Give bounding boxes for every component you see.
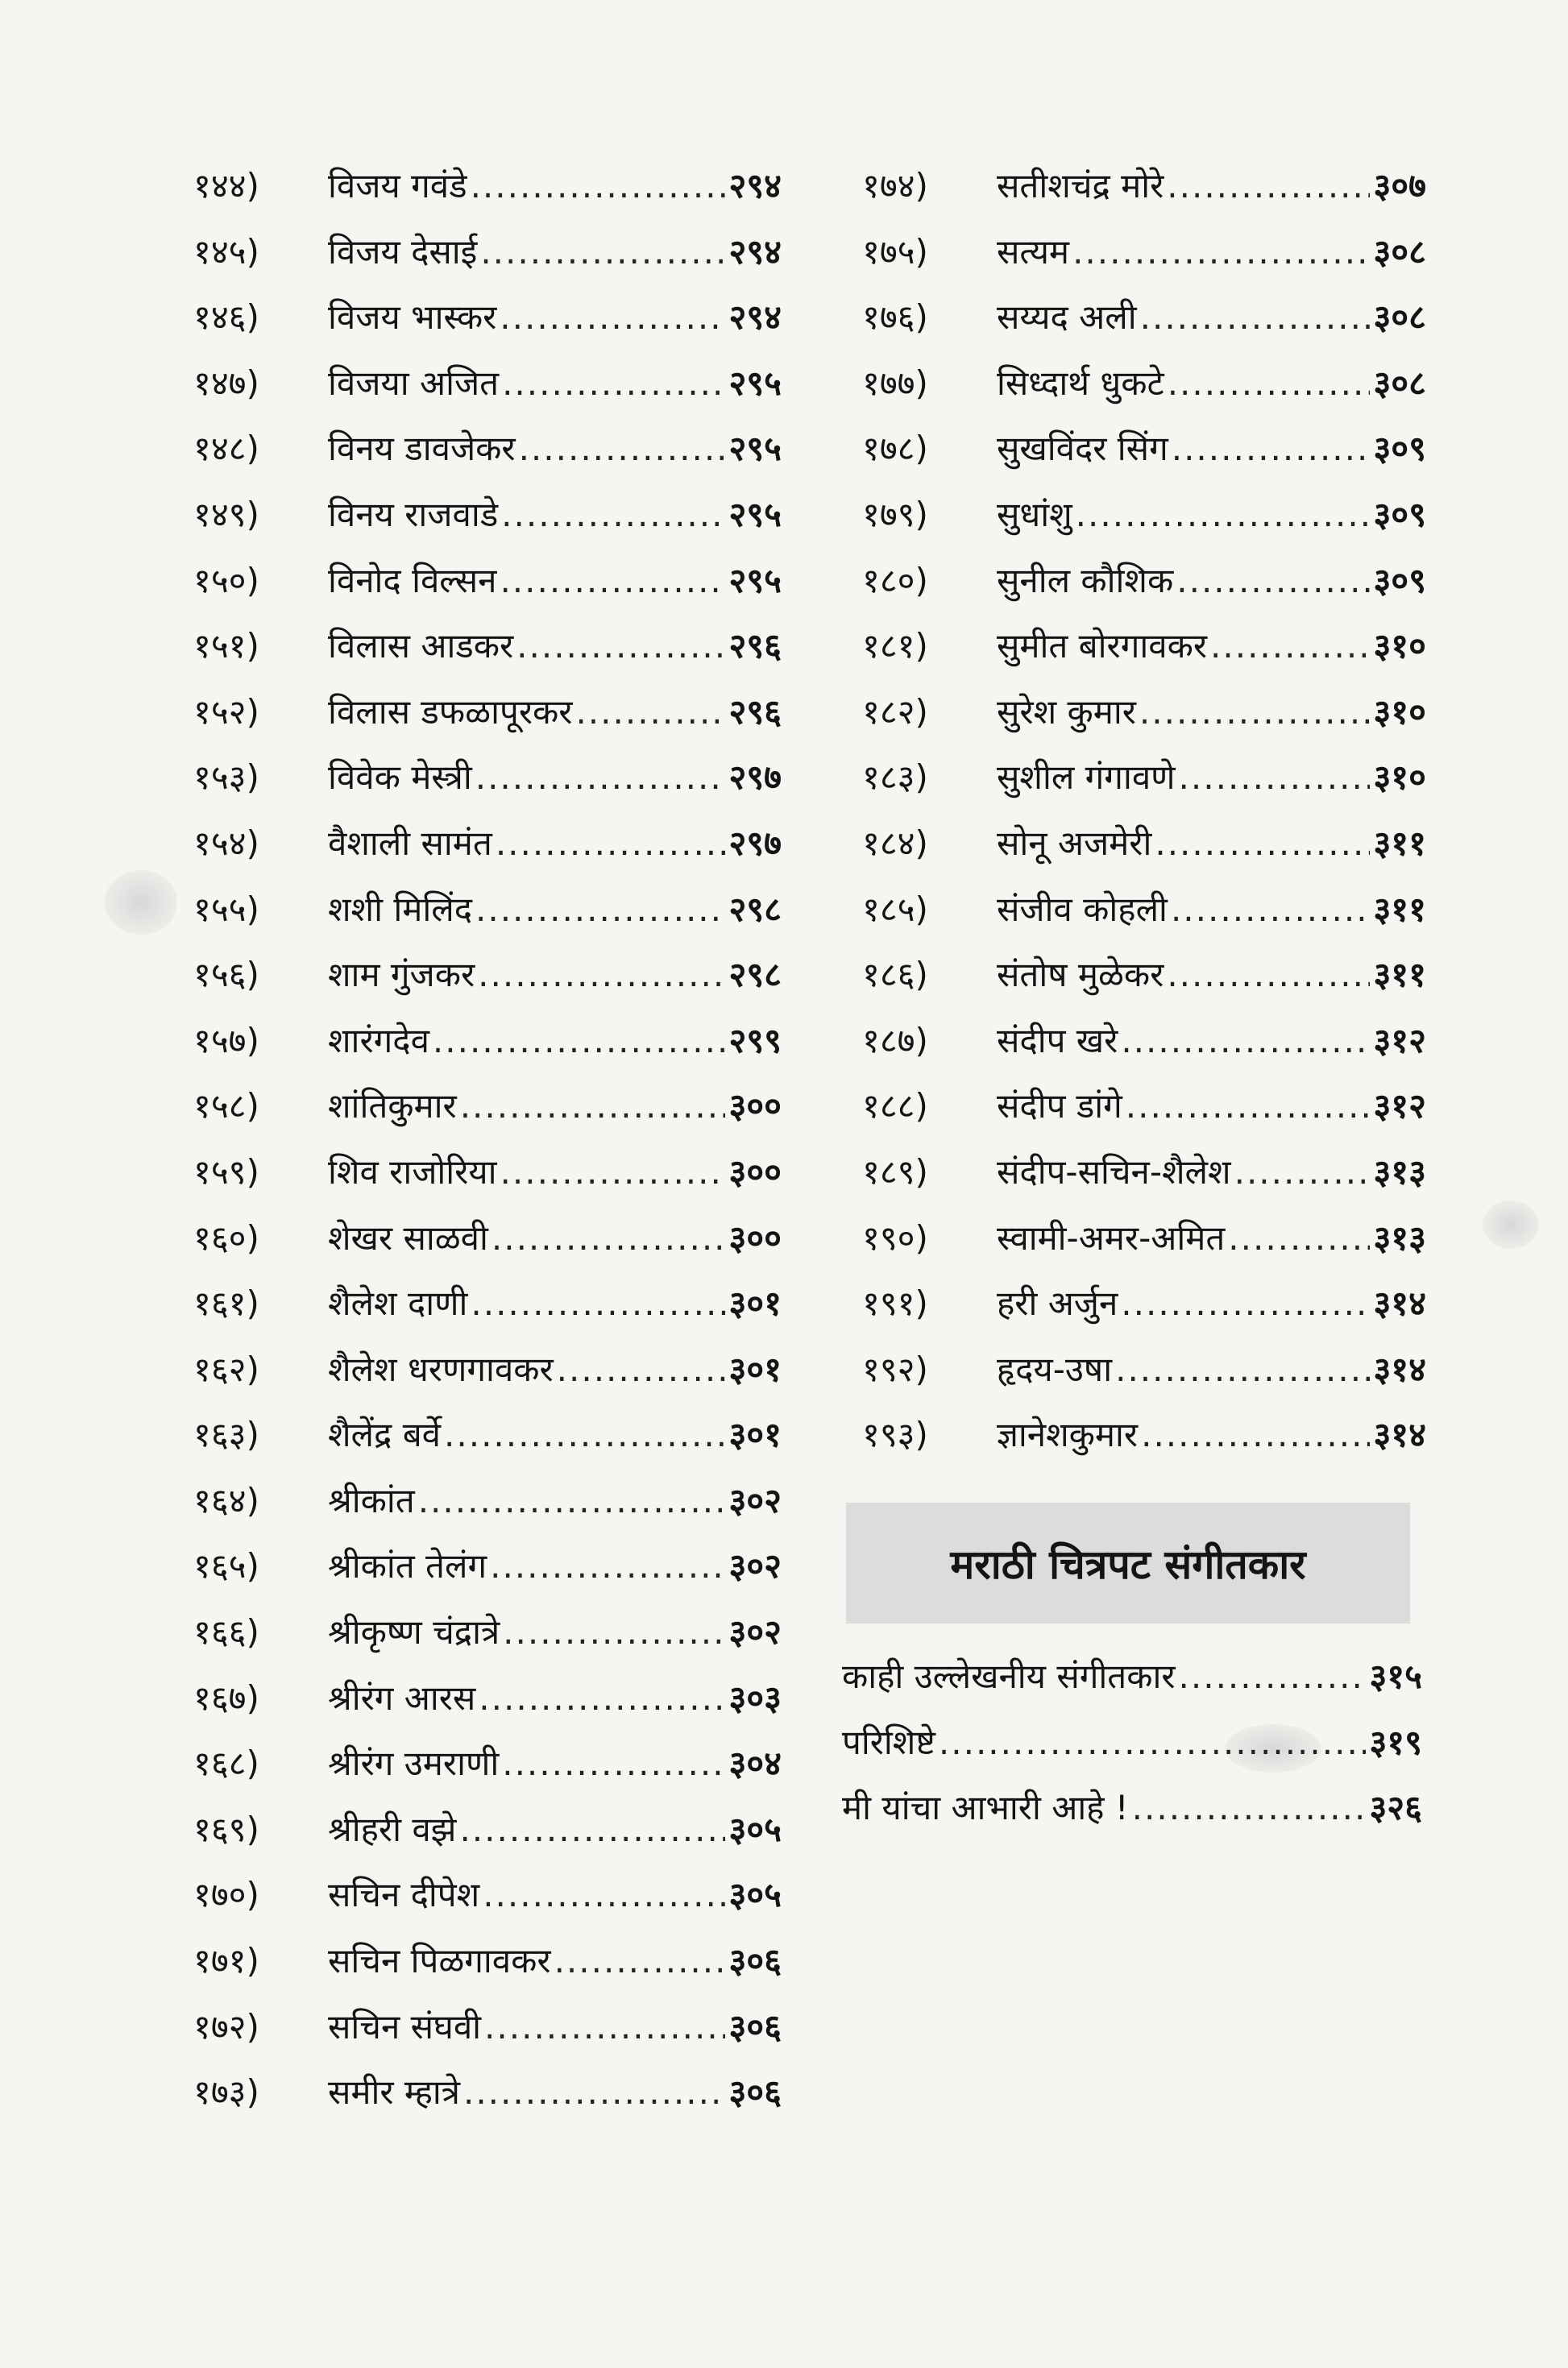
leader-dots <box>575 679 725 745</box>
entry-name: सुरेश कुमार <box>997 691 1136 732</box>
entry-name: शशी मिलिंद <box>328 889 472 929</box>
entry-page-number: ३०६ <box>728 2072 782 2113</box>
entry-page-number: ३०२ <box>728 1612 782 1653</box>
section-heading-box <box>846 1503 1410 1624</box>
toc-entry <box>193 1271 782 1337</box>
toc-entry <box>193 350 782 417</box>
entry-page-number: ३०९ <box>1373 560 1426 600</box>
leader-dots <box>1121 1271 1370 1337</box>
entry-number: १८५) <box>862 889 928 929</box>
entry-page-number: ३०८ <box>1373 363 1426 403</box>
entry-number: १४९) <box>193 494 259 534</box>
entry-name: सत्यम <box>997 231 1070 272</box>
entry-page-number: २९७ <box>728 757 782 798</box>
entry-name: श्रीकांत तेलंग <box>328 1546 487 1586</box>
entry-page-number: ३११ <box>1373 955 1426 995</box>
entry-number: १७५) <box>862 231 928 272</box>
entry-name: सुनील कौशिक <box>997 560 1174 600</box>
leader-dots <box>1115 1337 1370 1403</box>
entry-name: श्रीकांत <box>328 1480 415 1520</box>
leader-dots <box>1140 284 1371 350</box>
leader-dots <box>463 2059 726 2125</box>
toc-entry <box>193 811 782 877</box>
entry-page-number: २९६ <box>728 691 782 732</box>
entry-number: १७१) <box>193 1941 259 1981</box>
leader-dots <box>1167 153 1370 219</box>
entry-number: १७९) <box>862 494 928 534</box>
toc-entry <box>193 613 782 679</box>
toc-entry <box>862 1402 1426 1468</box>
entry-number: १७२) <box>193 2006 259 2047</box>
entry-number: १५६) <box>193 955 259 995</box>
entry-page-number: २९५ <box>728 429 782 469</box>
toc-entry <box>862 1073 1426 1139</box>
leader-dots <box>471 153 726 219</box>
toc-entry <box>193 284 782 350</box>
toc-entry <box>193 877 782 943</box>
entry-page-number: ३१४ <box>1373 1284 1426 1324</box>
leader-dots <box>554 1928 726 1994</box>
entry-name: विजय देसाई <box>328 231 478 272</box>
toc-left-column <box>193 153 782 2125</box>
section-entries <box>842 1644 1422 1841</box>
entry-page-number: ३१३ <box>1373 1151 1426 1192</box>
entry-page-number: ३०१ <box>728 1284 782 1324</box>
toc-entry <box>193 1468 782 1534</box>
entry-name: सय्यद अली <box>997 297 1137 338</box>
entry-number: १४५) <box>193 231 259 272</box>
leader-dots <box>1179 744 1371 811</box>
entry-page-number: ३०३ <box>728 1678 782 1718</box>
leader-dots <box>500 1139 726 1205</box>
entry-page-number: ३१२ <box>1373 1020 1426 1060</box>
toc-entry <box>862 416 1426 482</box>
entry-number: १५८) <box>193 1086 259 1126</box>
entry-number: १६२) <box>193 1349 259 1389</box>
toc-entry <box>193 219 782 285</box>
toc-entry <box>193 416 782 482</box>
entry-name: विनोद विल्सन <box>328 560 497 600</box>
toc-entry <box>862 350 1426 417</box>
entry-page-number: २९५ <box>728 560 782 600</box>
entry-number: १९२) <box>862 1349 928 1389</box>
entry-number: १७६) <box>862 297 928 338</box>
leader-dots <box>519 416 726 482</box>
leader-dots <box>502 1731 725 1797</box>
entry-page-number: ३०५ <box>728 1809 782 1849</box>
toc-entry <box>862 1337 1426 1403</box>
entry-page-number: २९५ <box>728 363 782 403</box>
entry-name: हरी अर्जुन <box>997 1284 1118 1324</box>
leader-dots <box>1179 1644 1367 1710</box>
leader-dots <box>1210 613 1370 679</box>
entry-number: १८८) <box>862 1086 928 1126</box>
entry-name: संतोष मुळेकर <box>997 955 1164 995</box>
entry-page-number: ३०८ <box>1373 297 1426 338</box>
entry-name: संजीव कोहली <box>997 889 1168 929</box>
toc-entry <box>862 153 1426 219</box>
entry-number: १८२) <box>862 691 928 732</box>
entry-page-number: ३०६ <box>728 1941 782 1981</box>
leader-dots <box>1172 416 1371 482</box>
entry-page-number: ३०७ <box>1373 166 1426 205</box>
entry-page-number: २९५ <box>728 494 782 534</box>
entry-number: १८१) <box>862 626 928 666</box>
entry-page-number: २९८ <box>728 889 782 929</box>
entry-number: १६३) <box>193 1415 259 1455</box>
entry-name: हृदय-उषा <box>997 1349 1113 1389</box>
entry-name: श्रीरंग उमराणी <box>328 1744 500 1784</box>
leader-dots <box>460 1073 726 1139</box>
entry-name: विवेक मेस्त्री <box>328 757 472 798</box>
entry-page-number: ३०४ <box>728 1744 782 1784</box>
leader-dots <box>503 1599 725 1665</box>
entry-name: सुशील गंगावणे <box>997 757 1176 798</box>
leader-dots <box>479 1665 725 1731</box>
toc-entry <box>862 744 1426 811</box>
leader-dots <box>1155 811 1370 877</box>
toc-entry <box>193 1402 782 1468</box>
entry-number: १४७) <box>193 363 259 403</box>
entry-page-number: २९४ <box>728 231 782 272</box>
entry-page-number: ३१० <box>1373 626 1426 666</box>
entry-name: संदीप-सचिन-शैलेश <box>997 1151 1231 1192</box>
entry-number: १६६) <box>193 1612 259 1653</box>
toc-entry <box>193 942 782 1008</box>
entry-number: १५४) <box>193 823 259 863</box>
leader-dots <box>483 1862 725 1928</box>
leader-dots <box>1171 877 1371 943</box>
entry-number: १६५) <box>193 1546 259 1586</box>
entry-page-number: ३१४ <box>1373 1349 1426 1389</box>
entry-name: सतीशचंद्र मोरे <box>997 166 1164 205</box>
leader-dots <box>500 284 725 350</box>
entry-number: १८४) <box>862 823 928 863</box>
entry-page-number: ३११ <box>1373 823 1426 863</box>
entry-page-number: २९४ <box>728 297 782 338</box>
entry-page-number: ३१९ <box>1369 1722 1422 1762</box>
leader-dots <box>490 1533 725 1599</box>
leader-dots <box>1167 942 1370 1008</box>
entry-name: वैशाली सामंत <box>328 823 492 863</box>
entry-page-number: ३१२ <box>1373 1086 1426 1126</box>
entry-number: १७०) <box>193 1875 259 1915</box>
entry-name: सुमीत बोरगावकर <box>997 626 1208 666</box>
leader-dots <box>480 219 725 285</box>
leader-dots <box>1076 482 1371 548</box>
entry-page-number: २९८ <box>728 955 782 995</box>
entry-number: १६९) <box>193 1809 259 1849</box>
entry-name: शांतिकुमार <box>328 1086 457 1126</box>
entry-number: १५७) <box>193 1020 259 1060</box>
entry-name: शैलेंद्र बर्वे <box>328 1415 442 1455</box>
entry-number: १७७) <box>862 363 928 403</box>
leader-dots <box>478 942 725 1008</box>
entry-number: १९०) <box>862 1217 928 1258</box>
entry-number: १८७) <box>862 1020 928 1060</box>
entry-name: विलास आडकर <box>328 626 514 666</box>
entry-page-number: ३२६ <box>1369 1788 1422 1828</box>
leader-dots <box>1139 679 1371 745</box>
entry-name: मी यांचा आभारी आहे ! <box>842 1788 1129 1828</box>
entry-name: स्वामी-अमर-अमित <box>997 1217 1226 1258</box>
leader-dots <box>516 613 725 679</box>
entry-page-number: ३१४ <box>1373 1415 1426 1455</box>
entry-name: काही उल्लेखनीय संगीतकार <box>842 1657 1176 1696</box>
leader-dots <box>557 1337 726 1403</box>
entry-page-number: २९९ <box>728 1020 782 1060</box>
toc-entry <box>193 1337 782 1403</box>
leader-dots <box>1176 548 1370 614</box>
entry-number: १७८) <box>862 429 928 469</box>
leader-dots <box>1132 1775 1367 1841</box>
leader-dots <box>475 877 725 943</box>
entry-name: संदीप डांगे <box>997 1086 1122 1126</box>
entry-number: १५०) <box>193 560 259 600</box>
toc-entry <box>193 744 782 811</box>
toc-entry <box>193 153 782 219</box>
entry-number: १८३) <box>862 757 928 798</box>
toc-entry <box>193 548 782 614</box>
entry-name: सचिन संघवी <box>328 2006 482 2047</box>
toc-entry <box>193 1205 782 1271</box>
toc-entry <box>193 679 782 745</box>
entry-number: १८९) <box>862 1151 928 1192</box>
entry-number: १५९) <box>193 1151 259 1192</box>
entry-page-number: ३०० <box>728 1217 782 1258</box>
leader-dots <box>1168 350 1371 417</box>
entry-page-number: ३११ <box>1373 889 1426 929</box>
toc-entry <box>193 1928 782 1994</box>
entry-name: श्रीरंग आरस <box>328 1678 476 1718</box>
leader-dots <box>1126 1073 1371 1139</box>
toc-entry <box>842 1710 1422 1776</box>
entry-name: शैलेश धरणगावकर <box>328 1349 554 1389</box>
leader-dots <box>1234 1139 1371 1205</box>
entry-name: शारंगदेव <box>328 1020 429 1060</box>
toc-entry <box>193 482 782 548</box>
entry-number: १५१) <box>193 626 259 666</box>
entry-name: ज्ञानेशकुमार <box>997 1415 1139 1455</box>
entry-page-number: २९४ <box>728 166 782 205</box>
leader-dots <box>459 1797 725 1863</box>
toc-entry <box>862 284 1426 350</box>
section-title: मराठी चित्रपट संगीतकार <box>950 1541 1306 1588</box>
leader-dots <box>475 744 726 811</box>
toc-entry <box>862 482 1426 548</box>
entry-name: सचिन पिळगावकर <box>328 1941 551 1981</box>
entry-name: परिशिष्टे <box>842 1722 935 1762</box>
entry-page-number: ३०८ <box>1373 231 1426 272</box>
entry-name: शिव राजोरिया <box>328 1151 497 1192</box>
entry-number: १४६) <box>193 297 259 338</box>
toc-entry <box>193 1599 782 1665</box>
entry-page-number: ३०१ <box>728 1415 782 1455</box>
toc-right-column <box>862 153 1426 1468</box>
toc-entry <box>862 1205 1426 1271</box>
leader-dots <box>1141 1402 1370 1468</box>
entry-page-number: ३१० <box>1373 757 1426 798</box>
toc-entry <box>193 1862 782 1928</box>
entry-name: शैलेश दाणी <box>328 1284 468 1324</box>
leader-dots <box>444 1402 725 1468</box>
entry-name: विजया अजित <box>328 363 500 403</box>
entry-number: १५२) <box>193 691 259 732</box>
entry-number: १८६) <box>862 955 928 995</box>
toc-entry <box>193 1731 782 1797</box>
leader-dots <box>496 811 726 877</box>
leader-dots <box>939 1710 1367 1776</box>
entry-page-number: ३०१ <box>728 1349 782 1389</box>
entry-name: समीर म्हात्रे <box>328 2072 460 2113</box>
leader-dots <box>1072 219 1370 285</box>
toc-entry <box>193 1665 782 1731</box>
entry-name: विनय डावजेकर <box>328 429 516 469</box>
toc-entry <box>842 1644 1422 1710</box>
entry-name: विजय गवंडे <box>328 166 467 205</box>
entry-number: १६७) <box>193 1678 259 1718</box>
toc-entry <box>862 613 1426 679</box>
toc-entry <box>193 1008 782 1074</box>
entry-page-number: ३०६ <box>728 2006 782 2047</box>
leader-dots <box>484 1994 725 2060</box>
entry-number: १४४) <box>193 166 259 205</box>
toc-entry <box>193 1994 782 2060</box>
toc-entry <box>193 2059 782 2125</box>
entry-name: शेखर साळवी <box>328 1217 488 1258</box>
entry-number: १५५) <box>193 889 259 929</box>
entry-page-number: ३०२ <box>728 1546 782 1586</box>
entry-name: संदीप खरे <box>997 1020 1118 1060</box>
toc-entry <box>842 1775 1422 1841</box>
entry-number: १५३) <box>193 757 259 798</box>
entry-page-number: २९६ <box>728 626 782 666</box>
entry-page-number: ३०५ <box>728 1875 782 1915</box>
entry-page-number: २९७ <box>728 823 782 863</box>
toc-entry <box>862 1008 1426 1074</box>
entry-page-number: ३०९ <box>1373 429 1426 469</box>
entry-page-number: ३०० <box>728 1151 782 1192</box>
toc-entry <box>862 1139 1426 1205</box>
entry-number: १६४) <box>193 1480 259 1520</box>
entry-name: शाम गुंजकर <box>328 955 475 995</box>
toc-entry <box>193 1533 782 1599</box>
toc-entry <box>862 548 1426 614</box>
entry-name: विनय राजवाडे <box>328 494 499 534</box>
leader-dots <box>492 1205 726 1271</box>
entry-name: श्रीहरी वझे <box>328 1809 457 1849</box>
entry-name: सोनू अजमेरी <box>997 823 1152 863</box>
toc-entry <box>862 1271 1426 1337</box>
entry-page-number: ३०० <box>728 1086 782 1126</box>
leader-dots <box>1121 1008 1370 1074</box>
entry-number: १८०) <box>862 560 928 600</box>
toc-entry <box>862 219 1426 285</box>
toc-entry <box>862 679 1426 745</box>
entry-number: १९१) <box>862 1284 928 1324</box>
entry-name: विजय भास्कर <box>328 297 497 338</box>
toc-entry <box>193 1139 782 1205</box>
entry-name: सिध्दार्थ धुकटे <box>997 363 1164 403</box>
entry-name: विलास डफळापूरकर <box>328 691 573 732</box>
entry-number: १६८) <box>193 1744 259 1784</box>
leader-dots <box>501 482 725 548</box>
entry-page-number: ३०९ <box>1373 494 1426 534</box>
leader-dots <box>1228 1205 1370 1271</box>
leader-dots <box>433 1008 726 1074</box>
toc-entry <box>862 877 1426 943</box>
leader-dots <box>502 350 725 417</box>
entry-name: सुखविंदर सिंग <box>997 429 1168 469</box>
entry-number: १६१) <box>193 1284 259 1324</box>
entry-name: सचिन दीपेश <box>328 1875 480 1915</box>
entry-number: १७४) <box>862 166 928 205</box>
entry-name: श्रीकृष्ण चंद्रात्रे <box>328 1612 500 1653</box>
leader-dots <box>418 1468 726 1534</box>
leader-dots <box>471 1271 725 1337</box>
toc-entry <box>193 1073 782 1139</box>
entry-number: १४८) <box>193 429 259 469</box>
leader-dots <box>500 548 725 614</box>
toc-entry <box>193 1797 782 1863</box>
toc-entry <box>862 942 1426 1008</box>
entry-number: १९३) <box>862 1415 928 1455</box>
entry-number: १६०) <box>193 1217 259 1258</box>
entry-name: सुधांशु <box>997 494 1072 534</box>
entry-number: १७३) <box>193 2072 259 2113</box>
toc-entry <box>862 811 1426 877</box>
entry-page-number: ३१० <box>1373 691 1426 732</box>
entry-page-number: ३०२ <box>728 1480 782 1520</box>
entry-page-number: ३१५ <box>1369 1657 1422 1696</box>
entry-page-number: ३१३ <box>1373 1217 1426 1258</box>
